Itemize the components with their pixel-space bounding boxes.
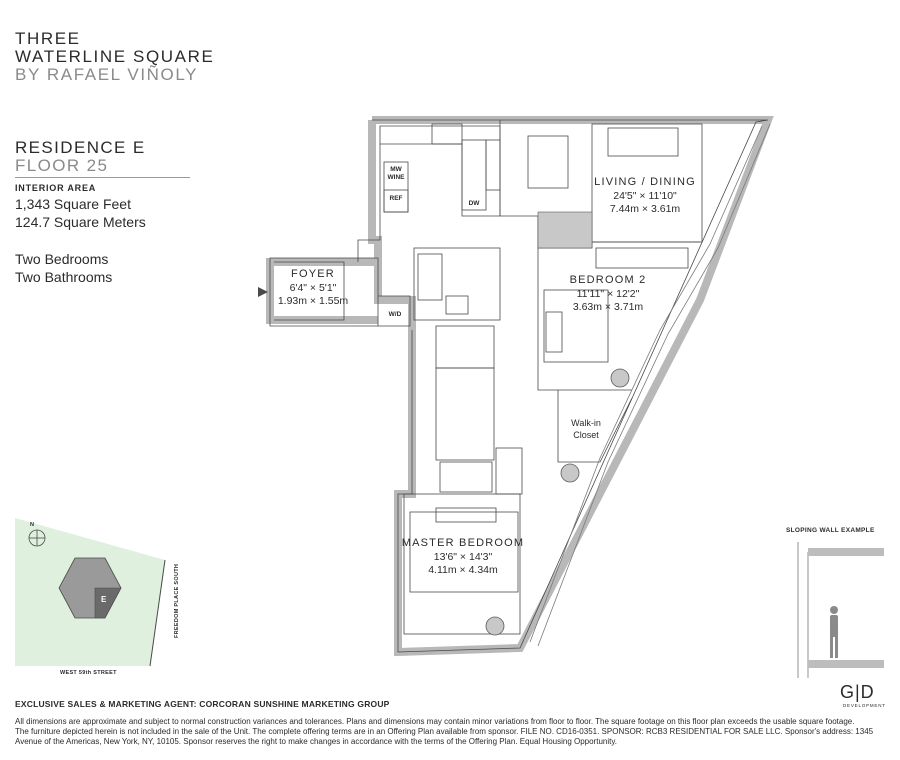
bedroom2-dim-metric: 3.63m × 3.71m — [572, 301, 644, 313]
street-bottom-label: WEST 59th STREET — [60, 670, 117, 676]
disclaimer-line1: All dimensions are approximate and subject to normal construction variances and tolerances. Plans and dimensions may contain minor variations from floor to floor. The square footage on this floor plan exceeds the usable square footage. — [15, 717, 855, 726]
disclaimer-line3: Avenue of the Americas, New York, NY, 10105. Sponsor reserves the right to make changes in accordance with the terms of the Offering Plan. Equal Housing Opportunity. — [15, 737, 617, 746]
master-bedroom-name: MASTER BEDROOM — [401, 537, 525, 549]
master-bedroom-dim-metric: 4.11m × 4.34m — [428, 564, 498, 576]
north-label: N — [30, 522, 35, 528]
living-room-name: LIVING / DINING — [594, 176, 696, 188]
developer-logo-sub: DEVELOPMENT — [843, 703, 886, 708]
refrigerator-label: REF — [389, 195, 403, 202]
residence-name: RESIDENCE E — [15, 138, 146, 157]
square-meters: 124.7 Square Meters — [15, 214, 146, 230]
sloping-wall-label: SLOPING WALL EXAMPLE — [786, 527, 875, 534]
key-plan — [15, 518, 200, 668]
street-side-label: FREEDOM PLACE SOUTH — [174, 563, 180, 638]
bathroom-count: Two Bathrooms — [15, 269, 113, 285]
developer-logo: G|D — [840, 682, 875, 702]
architect-line: BY RAFAEL VIÑOLY — [15, 65, 199, 84]
key-plan-unit-letter: E — [101, 595, 107, 604]
foyer-dim-metric: 1.93m × 1.55m — [277, 295, 349, 307]
foyer-name: FOYER — [291, 268, 335, 280]
bedroom2-dim-imperial: 11'11" × 12'2" — [576, 288, 640, 300]
walkin-closet-line2: Closet — [573, 430, 599, 440]
microwave-label: MW — [390, 166, 402, 173]
disclaimer-line2: The furniture depicted herein is not included in the sale of the Unit. The complete offering terms are in an Offering Plan available from sponsor. FILE NO. CD16-0351. SPONSOR: RCB3 RESIDENTIAL FOR SALE LLC. Sponsor's address: 1345 — [15, 727, 874, 736]
bedroom2-name: BEDROOM 2 — [569, 274, 647, 286]
dishwasher-label: DW — [468, 200, 480, 207]
building-name-line2: WATERLINE SQUARE — [15, 47, 215, 66]
walkin-closet-line1: Walk-in — [571, 418, 601, 428]
master-bedroom-dim-imperial: 13'6" × 14'3" — [433, 551, 493, 563]
sales-agent: EXCLUSIVE SALES & MARKETING AGENT: CORCORAN SUNSHINE MARKETING GROUP — [15, 699, 390, 709]
wine-label: WINE — [387, 174, 405, 181]
interior-area-label: INTERIOR AREA — [15, 183, 97, 193]
washer-dryer-label: W/D — [388, 311, 402, 318]
square-feet: 1,343 Square Feet — [15, 196, 131, 212]
foyer-dim-imperial: 6'4" × 5'1" — [289, 282, 337, 294]
living-room-dim-imperial: 24'5" × 11'10" — [613, 190, 677, 202]
sloping-wall-diagram — [790, 540, 890, 680]
living-room-dim-metric: 7.44m × 3.61m — [609, 203, 681, 215]
bedroom-count: Two Bedrooms — [15, 251, 109, 267]
residence-floor: FLOOR 25 — [15, 156, 109, 175]
building-name-line1: THREE — [15, 29, 81, 48]
